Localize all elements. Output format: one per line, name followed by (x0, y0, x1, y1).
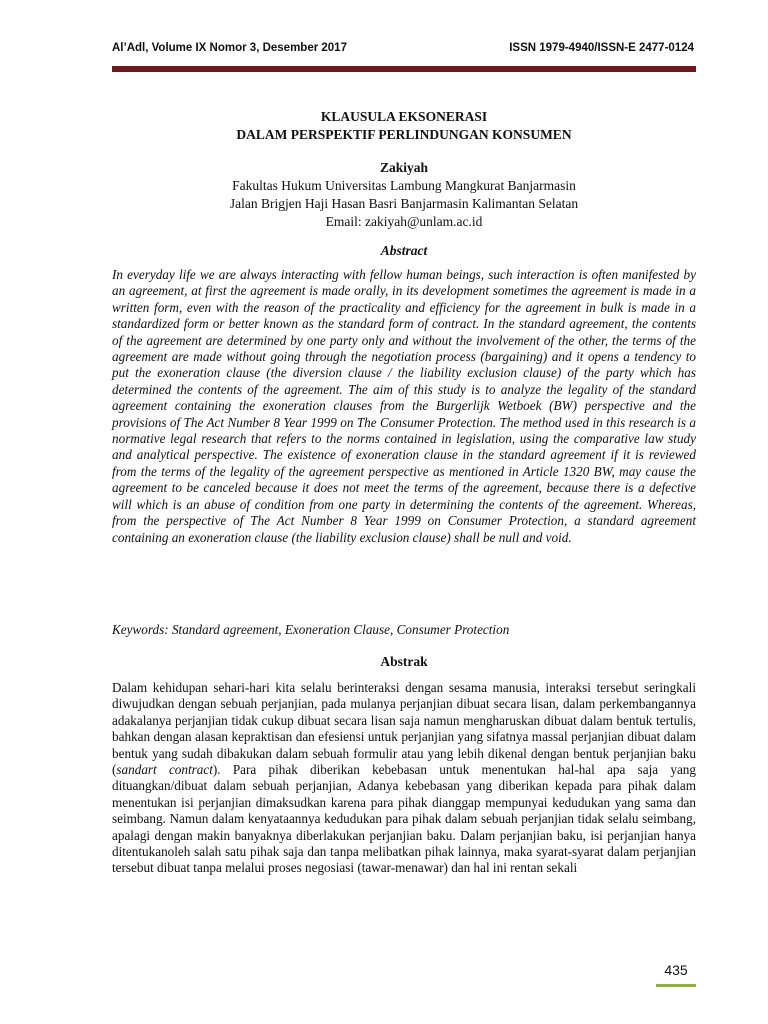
page-number-rule (656, 984, 696, 987)
author-email: Email: zakiyah@unlam.ac.id (325, 214, 483, 229)
abstrak-text (112, 680, 696, 877)
abstract-text: In everyday life we are always interacting with fellow human beings, such interaction is often manifested by an agreement, at first the agreement is made orally, in its development sometimes the agreement is made in a written form, even with the reason of the practicality and efficiency for the agreement in bulk is made in a standardized form or better known as the standard form of contract. In the standard agreement, the contents of the agreement are determined by one party only and without the involvement of the other, the terms of the agreement are made without going through the negotiation process (bargaining) and it opens a tendency to put the exoneration clause (the diversion clause / the liability exclusion clause) of the party which has determined the contents of the agreement. The aim of this study is to analyze the legality of the standard agreement containing the exoneration clauses from the Burgerlijk Wetboek (BW) perspective and the provisions of The Act Number 8 Year 1999 on The Consumer Protection. The method used in this research is a normative legal research that refers to the norms contained in legislation, using the comparative law study and analytical perspective. The existence of exoneration clause in the standard agreement if it is reviewed from the terms of the legality of the agreement perspective as mentioned in Article 1320 BW, may cause the agreement to be canceled because it does not meet the terms of the agreement, because there is a defective will which is an abuse of condition from one party in determining the contents of the agreement. Whereas, from the perspective of The Act Number 8 Year 1999 on Consumer Protection, a standard agreement containing an exoneration clause (the liability exclusion clause) shall be null and void. (112, 267, 696, 545)
title-line-1: KLAUSULA EKSONERASI (320, 109, 488, 124)
journal-citation: Al’Adl, Volume IX Nomor 3, Desember 2017 (112, 42, 347, 54)
abstrak-heading: Abstrak (380, 654, 428, 669)
author-block (112, 159, 696, 231)
header-rule (112, 66, 696, 72)
author-affiliation: Fakultas Hukum Universitas Lambung Mangkurat Banjarmasin (232, 178, 576, 193)
running-header (112, 42, 694, 54)
author-name: Zakiyah (379, 160, 429, 175)
keywords: Keywords: Standard agreement, Exoneration Clause, Consumer Protection (112, 622, 510, 637)
page-number: 435 (664, 962, 688, 978)
abstract-heading: Abstract (380, 243, 428, 258)
issn-label: ISSN 1979-4940/ISSN-E 2477-0124 (509, 42, 694, 54)
paper-title (112, 108, 696, 144)
author-address: Jalan Brigjen Haji Hasan Basri Banjarmasin Kalimantan Selatan (229, 196, 579, 211)
abstrak-text-part-1: Dalam kehidupan sehari-hari kita selalu berinteraksi dengan sesama manusia, interaksi tersebut seringkali diwujudkan dengan sebuah perjanjian, pada mulanya perjanjian dibuat secara lisan, dalam perkembangannya adakalanya perjanjian tidak cukup dibuat secara lisan saja namun mengharuskan dibuat dalam bentuk tertulis, bahkan dengan alasan kepraktisan dan efesiensi untuk perjanjian yang sifatnya massal perjanjian dibuat dalam bentuk yang sudah dibakukan dalam sebuah formulir atau yang lebih dikenal dengan bentuk perjanjian baku ( (112, 680, 696, 778)
title-line-2: DALAM PERSPEKTIF PERLINDUNGAN KONSUMEN (236, 127, 572, 142)
abstrak-italic-term: sandart contract (116, 762, 213, 778)
abstrak-text-part-2: ). Para pihak diberikan kebebasan untuk menentukan hal-hal apa saja yang dituangkan/dibuat dalam sebuah perjanjian, Adanya kebebasan yang diberikan kepada para pihak dalam menentukan isi perjanjian dimaksudkan karena para pihak dianggap mempunyai kedudukan yang sama dan seimbang. Namun dalam kenyataannya kedudukan para pihak dalam sebuah perjanjian tidak selalu seimbang, apalagi dengan makin banyaknya diberlakukan perjanjian baku. Dalam perjanjian baku, isi perjanjian hanya ditentukanoleh salah satu pihak saja dan tanpa melibatkan pihak lainnya, maka syarat-syarat dalam perjanjian tersebut dibuat tanpa melalui proses negosiasi (tawar-menawar) dan hal ini rentan sekali (112, 762, 696, 876)
